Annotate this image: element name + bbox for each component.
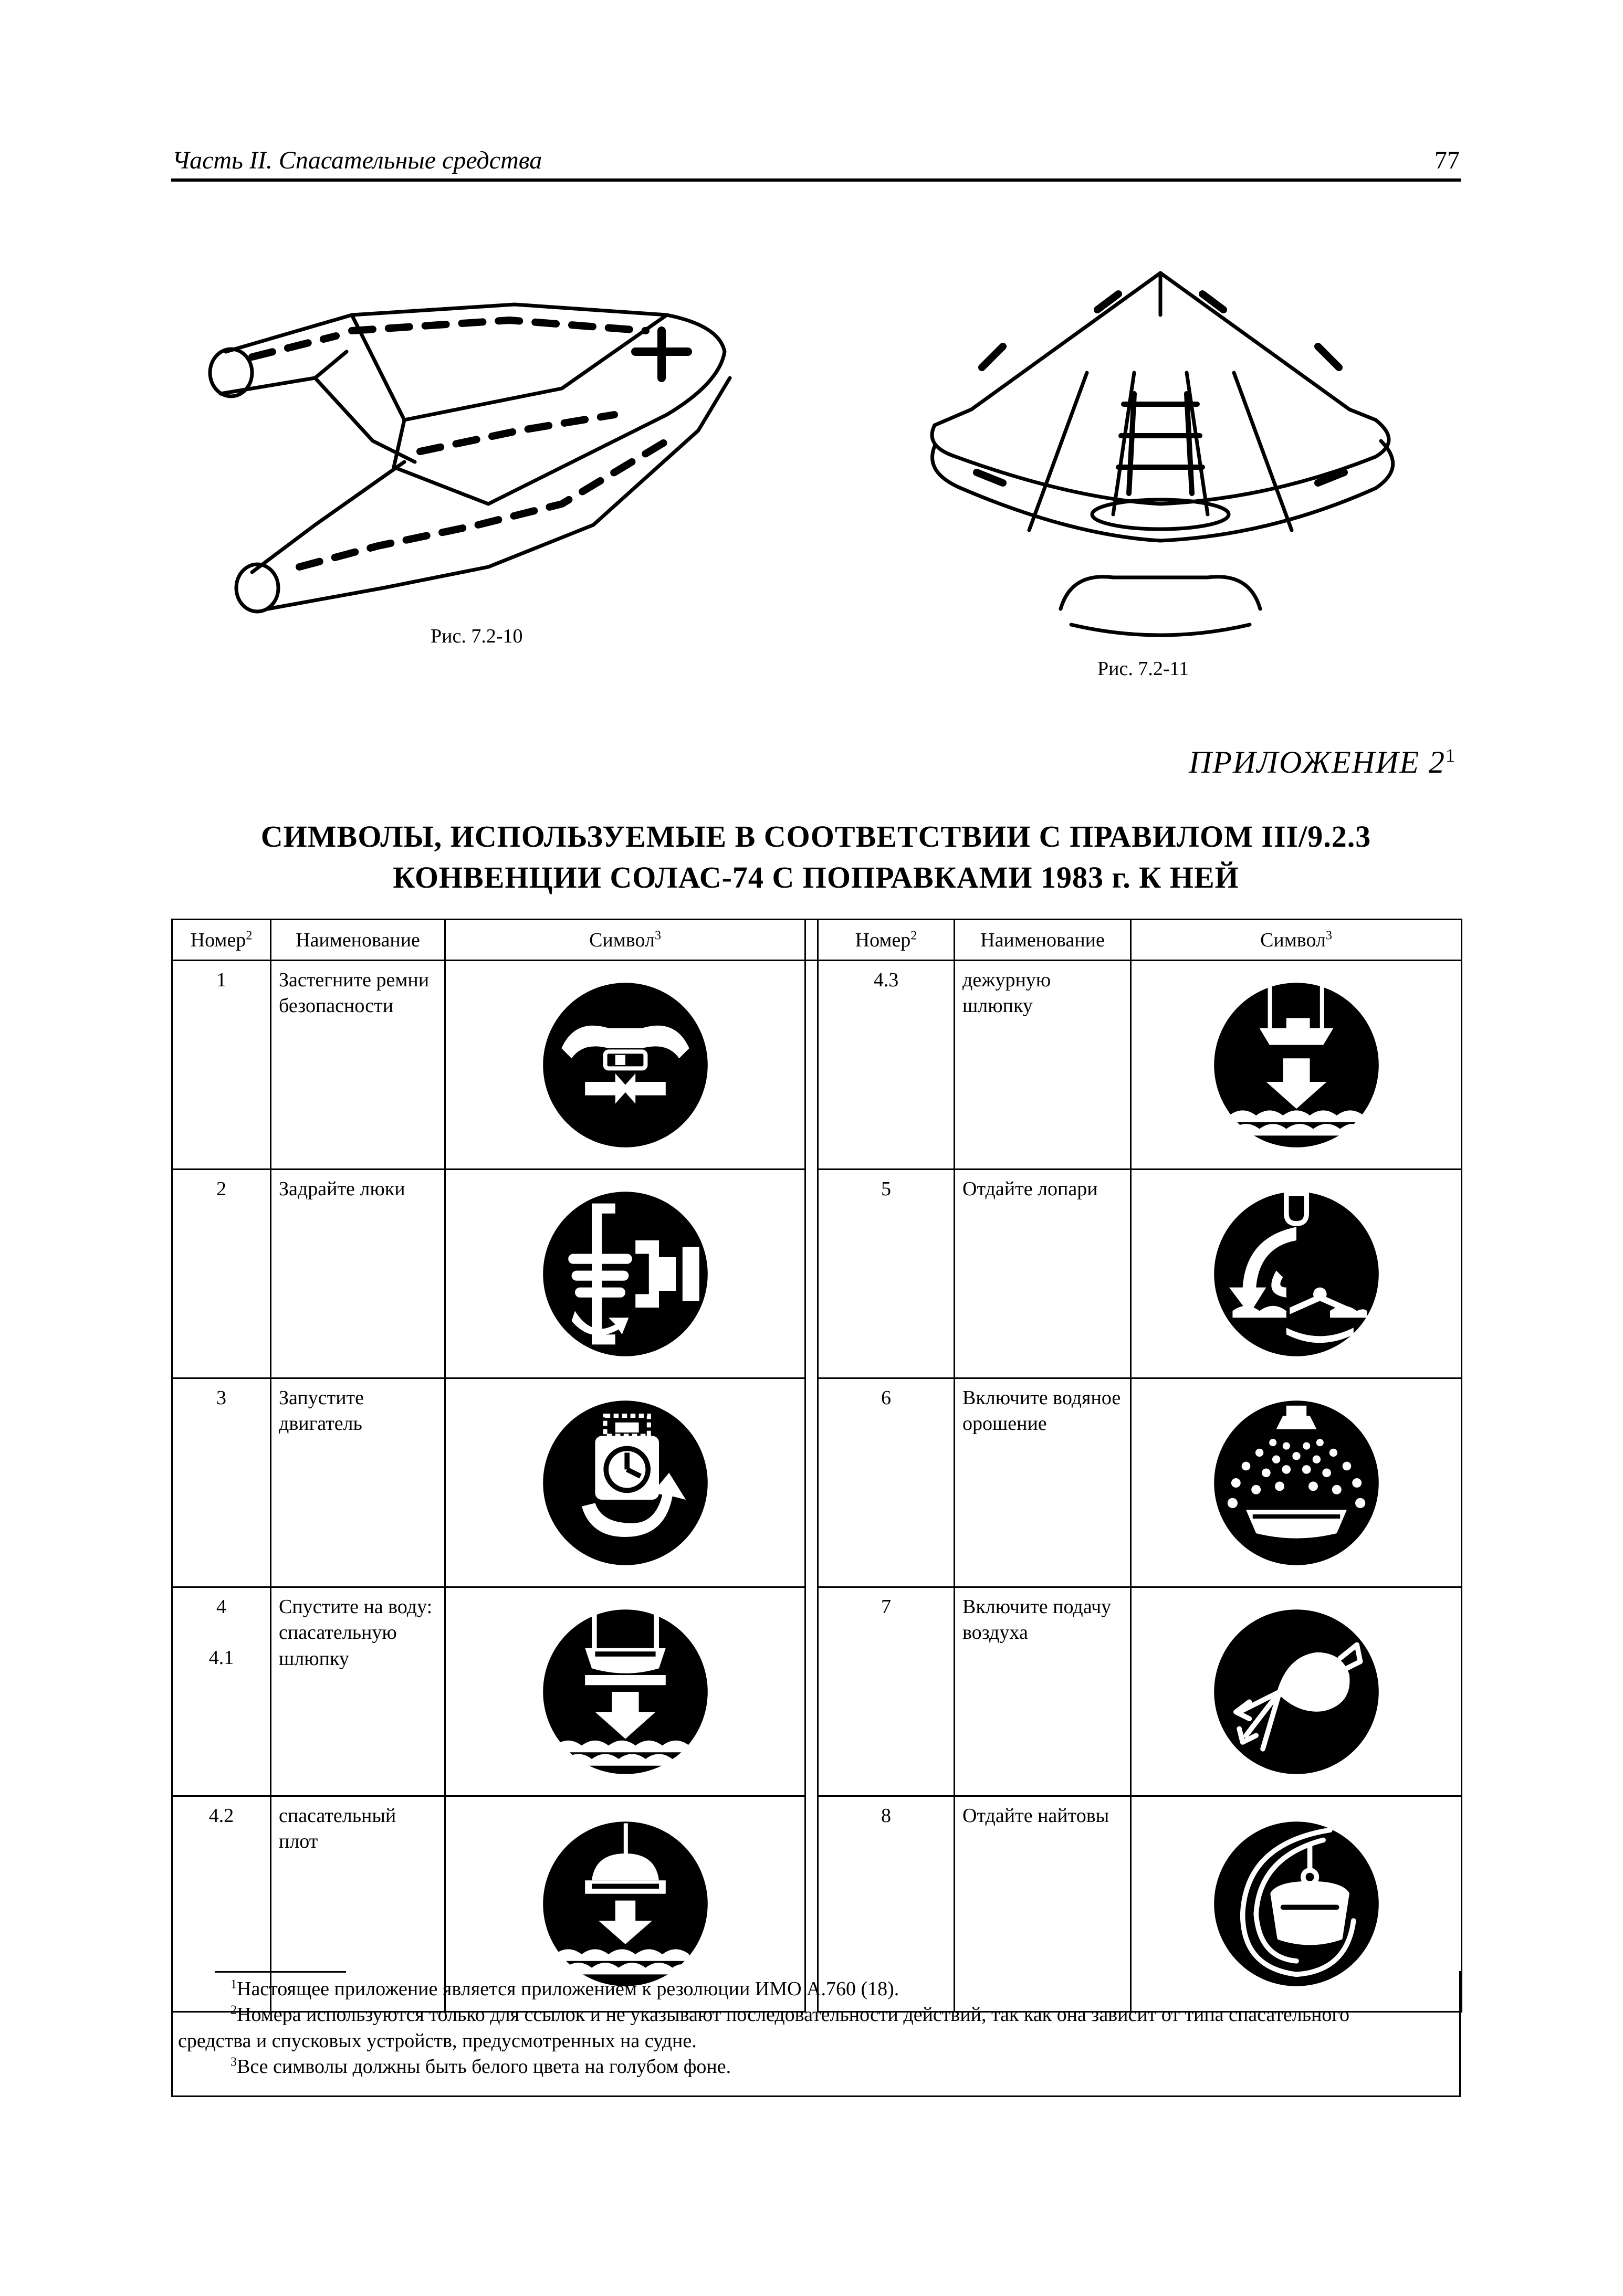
row-number: 1 xyxy=(172,961,271,1170)
air-supply-icon xyxy=(1212,1608,1380,1776)
header-name: Наименование xyxy=(955,920,1131,961)
launch-lifeboat-icon xyxy=(541,1608,709,1776)
row-name: Включите подачу воздуха xyxy=(955,1587,1131,1796)
launch-liferaft-icon xyxy=(541,1820,709,1988)
row-name: дежурную шлюпку xyxy=(955,961,1131,1170)
footnote-1: $^1$Настоящее приложение является приложением к резолюции ИМО А.760 (18). xyxy=(231,1977,899,2000)
header-symbol: Символ$^3$ xyxy=(1131,920,1462,961)
running-header-title: Часть II. Спасательные средства xyxy=(172,146,542,174)
footnote-3: $^3$Все символы должны быть белого цвета на голубом фоне. xyxy=(231,2055,731,2078)
liferaft-canopy-drawing xyxy=(914,268,1407,656)
row-number: 8 xyxy=(818,1796,955,2012)
header-rule xyxy=(171,178,1461,182)
table-header-row xyxy=(172,920,1462,961)
footnote-2: $^2$Номера используются только для ссылок и не указывают последовательности действий, так как она зависит от типа спасательного xyxy=(231,2003,1350,2026)
row-name: Задрайте люки xyxy=(271,1170,445,1378)
figure-caption-7-2-11: Рис. 7.2-11 xyxy=(1097,658,1189,680)
row-number: 5 xyxy=(818,1170,955,1378)
row-number: 4.3 xyxy=(818,961,955,1170)
footnotes xyxy=(171,1971,1461,2097)
running-header xyxy=(172,146,1460,177)
row-number: 7 xyxy=(818,1587,955,1796)
symbol-cell xyxy=(445,1378,805,1587)
header-number: Номер$^2$ xyxy=(172,920,271,961)
seat-belt-icon xyxy=(541,981,709,1149)
table-row xyxy=(172,1170,1462,1378)
header-number: Номер$^2$ xyxy=(818,920,955,961)
table-row xyxy=(172,1587,1462,1796)
footnote-2-continued: средства и спусковых устройств, предусмотренных на судне. xyxy=(178,2029,697,2052)
header-name: Наименование xyxy=(271,920,445,961)
symbol-cell xyxy=(1131,1587,1462,1796)
row-name: Включите водяное орошение xyxy=(955,1378,1131,1587)
row-name: Спустите на воду: спасательную шлюпку xyxy=(271,1587,445,1796)
row-name: Запустите двигатель xyxy=(271,1378,445,1587)
row-number: 3 xyxy=(172,1378,271,1587)
row-name: Застегните ремни безопасности xyxy=(271,961,445,1170)
symbol-cell xyxy=(445,1587,805,1796)
start-engine-icon xyxy=(541,1399,709,1567)
column-gap xyxy=(805,920,818,961)
row-number: 4.2 xyxy=(172,1796,271,2012)
page-number: 77 xyxy=(1434,146,1460,174)
document-title-line-2: КОНВЕНЦИИ СОЛАС-74 С ПОПРАВКАМИ 1983 г. К НЕЙ xyxy=(393,860,1239,894)
release-falls-icon xyxy=(1212,1190,1380,1358)
launch-rescue-boat-icon xyxy=(1212,981,1380,1149)
water-spray-icon xyxy=(1212,1399,1380,1567)
symbol-cell xyxy=(1131,1170,1462,1378)
symbol-cell xyxy=(445,1170,805,1378)
table-row xyxy=(172,961,1462,1170)
row-name: Отдайте найтовы xyxy=(955,1796,1131,2012)
row-number: 4 4.1 xyxy=(172,1587,271,1796)
footnote-rule xyxy=(215,1971,346,1973)
document-title-line-1: СИМВОЛЫ, ИСПОЛЬЗУЕМЫЕ В СООТВЕТСТВИИ С ПРАВИЛОМ III/9.2.3 xyxy=(260,819,1371,854)
row-number: 2 xyxy=(172,1170,271,1378)
appendix-label: ПРИЛОЖЕНИЕ $2^1$ xyxy=(1189,745,1456,780)
symbol-cell xyxy=(445,961,805,1170)
inflatable-boat-drawing xyxy=(194,294,761,619)
table-row xyxy=(172,1378,1462,1587)
row-number: 6 xyxy=(818,1378,955,1587)
header-symbol: Символ$^3$ xyxy=(445,920,805,961)
row-name: спасательный плот xyxy=(271,1796,445,2012)
symbols-table xyxy=(171,919,1462,2013)
symbol-cell xyxy=(1131,961,1462,1170)
release-gripes-icon xyxy=(1212,1820,1380,1988)
symbol-cell xyxy=(1131,1378,1462,1587)
figure-caption-7-2-10: Рис. 7.2-10 xyxy=(431,625,523,647)
row-name: Отдайте лопари xyxy=(955,1170,1131,1378)
secure-hatches-icon xyxy=(541,1190,709,1358)
